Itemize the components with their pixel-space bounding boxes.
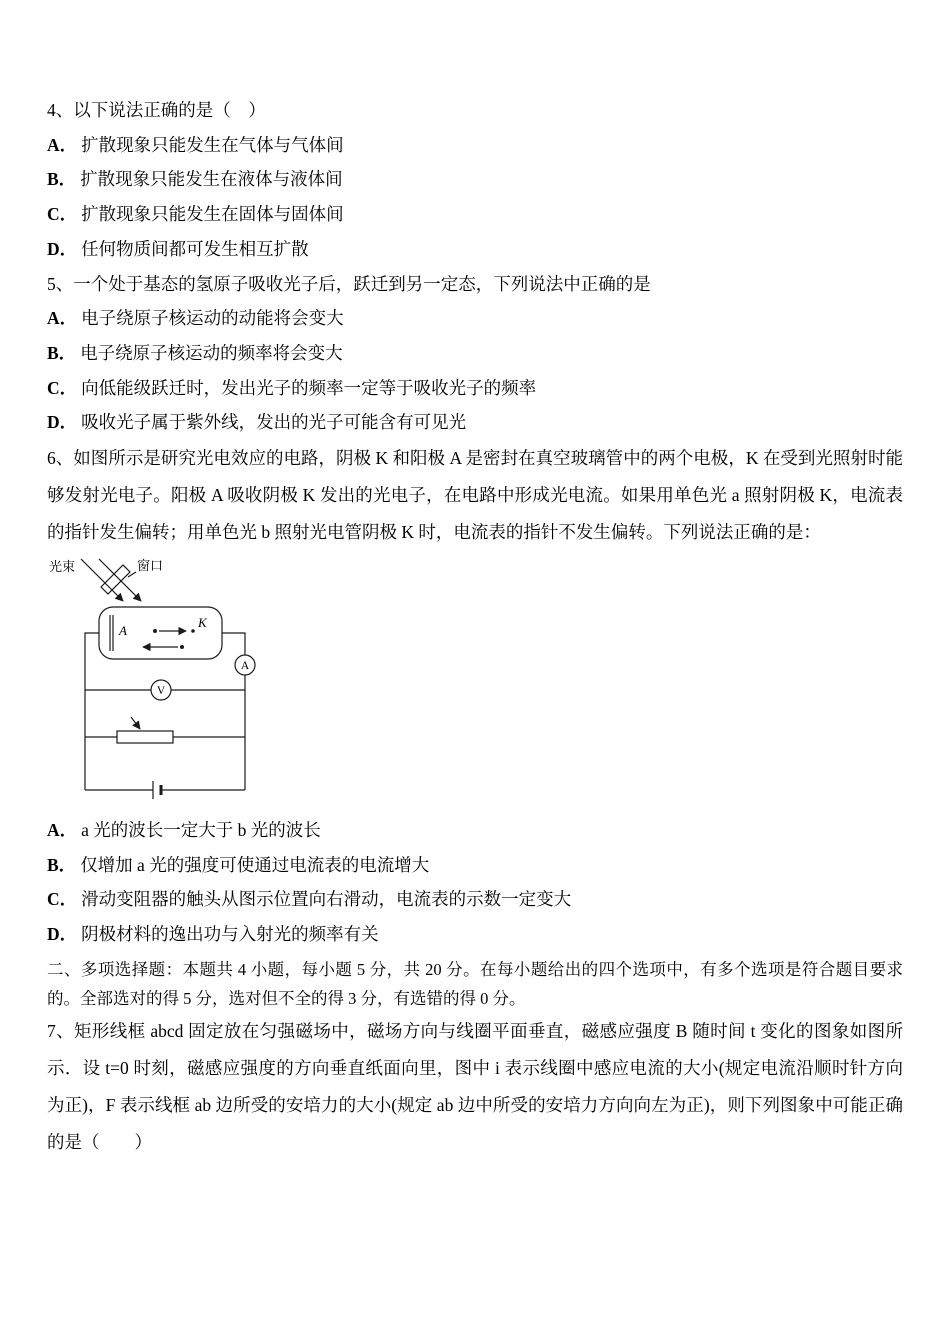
option-text: 电子绕原子核运动的频率将会变大 [80, 342, 343, 363]
question-5-option-b [47, 336, 903, 371]
beam-label: 光束 [49, 559, 76, 575]
option-text: 电子绕原子核运动的动能将会变大 [81, 308, 344, 329]
rheostat-body [117, 731, 173, 743]
question-4-stem: 4、以下说法正确的是（ ） [47, 100, 266, 120]
question-7 [47, 1013, 903, 1161]
option-letter: B． [47, 854, 77, 875]
option-text: 扩散现象只能发生在气体与气体间 [81, 134, 344, 155]
option-text: 扩散现象只能发生在液体与液体间 [80, 169, 343, 190]
question-5-option-c [47, 371, 903, 406]
option-letter: D． [47, 238, 78, 259]
option-letter: A． [47, 820, 78, 841]
rheostat-slider-arrow [131, 717, 140, 729]
option-text: 吸收光子属于紫外线，发出的光子可能含有可见光 [81, 412, 467, 433]
option-letter: B． [47, 342, 77, 363]
question-4-option-c [47, 197, 903, 232]
option-text: 阴极材料的逸出功与入射光的频率有关 [81, 924, 379, 945]
electron-dot [180, 645, 184, 649]
cathode-label: K [198, 615, 207, 631]
question-5-option-d [47, 405, 903, 440]
question-5-option-a [47, 301, 903, 336]
option-text: 仅增加 a 光的强度可使通过电流表的电流增大 [80, 854, 430, 875]
section-2-instructions: 二、多项选择题：本题共 4 小题，每小题 5 分，共 20 分。在每小题给出的四个选项中，有多个选项是符合题目要求的。全部选对的得 5 分，选对但不全的得 3 分，有选错的得 0 分。 [47, 959, 903, 1008]
light-beam-arrow [99, 559, 141, 601]
option-text: a 光的波长一定大于 b 光的波长 [81, 820, 321, 841]
option-text: 扩散现象只能发生在固体与固体间 [81, 204, 344, 225]
option-letter: A． [47, 134, 78, 155]
option-text: 向低能级跃迁时，发出光子的频率一定等于吸收光子的频率 [81, 377, 537, 398]
question-4 [47, 93, 903, 267]
option-letter: D． [47, 924, 78, 945]
question-6-option-b [47, 848, 903, 883]
option-text: 滑动变阻器的触头从图示位置向右滑动，电流表的示数一定变大 [81, 889, 572, 910]
electron-dot [153, 629, 157, 633]
photoelectric-circuit-figure [47, 557, 903, 803]
question-6-option-a [47, 813, 903, 848]
voltmeter-label: V [156, 685, 166, 698]
question-5 [47, 267, 903, 441]
circuit-diagram [47, 557, 269, 803]
wire-right-top [222, 633, 245, 655]
window-slot [101, 565, 130, 594]
question-6-option-d [47, 917, 903, 952]
option-text: 任何物质间都可发生相互扩散 [81, 238, 309, 259]
anode-label: A [119, 623, 127, 639]
option-letter: C． [47, 204, 78, 225]
question-5-stem: 5、一个处于基态的氢原子吸收光子后，跃迁到另一定态，下列说法中正确的是 [47, 273, 651, 294]
light-beam-arrow [81, 559, 123, 601]
question-6-option-c [47, 882, 903, 917]
option-letter: C． [47, 377, 78, 398]
question-7-stem: 7、矩形线框 abcd 固定放在匀强磁场中，磁场方向与线圈平面垂直，磁感应强度 B 随时间 t 变化的图象如图所示．设 t=0 时刻，磁感应强度的方向垂直纸面向里，图中 i 表示线圈中感应电流的大小(规定电流沿顺时针方向为正)，F 表示线框 ab 边所受的安培力的大小(规定 ab 边中所受的安培力方向向左为正)，则下列图象中可能正确的是（ ） [47, 1020, 903, 1152]
question-4-option-d [47, 232, 903, 267]
question-4-option-b [47, 162, 903, 197]
option-letter: B． [47, 169, 77, 190]
option-letter: A． [47, 308, 78, 329]
wire-left [85, 633, 99, 790]
section-2-header [47, 955, 903, 1013]
cathode-dot [191, 629, 195, 633]
option-letter: D． [47, 412, 78, 433]
question-6-stem: 6、如图所示是研究光电效应的电路，阴极 K 和阳极 A 是密封在真空玻璃管中的两个电极，K 在受到光照射时能够发射光电子。阳极 A 吸收阴极 K 发出的光电子，在电路中形成光电流。如果用单色光 a 照射阴极 K，电流表的指针发生偏转；用单色光 b 照射光电管阴极 K 时，电流表的指针不发生偏转。下列说法正确的是： [47, 448, 903, 543]
window-label: 窗口 [137, 558, 164, 574]
ammeter-label: A [240, 660, 250, 673]
question-4-option-a [47, 128, 903, 163]
question-6 [47, 440, 903, 952]
option-letter: C． [47, 889, 78, 910]
